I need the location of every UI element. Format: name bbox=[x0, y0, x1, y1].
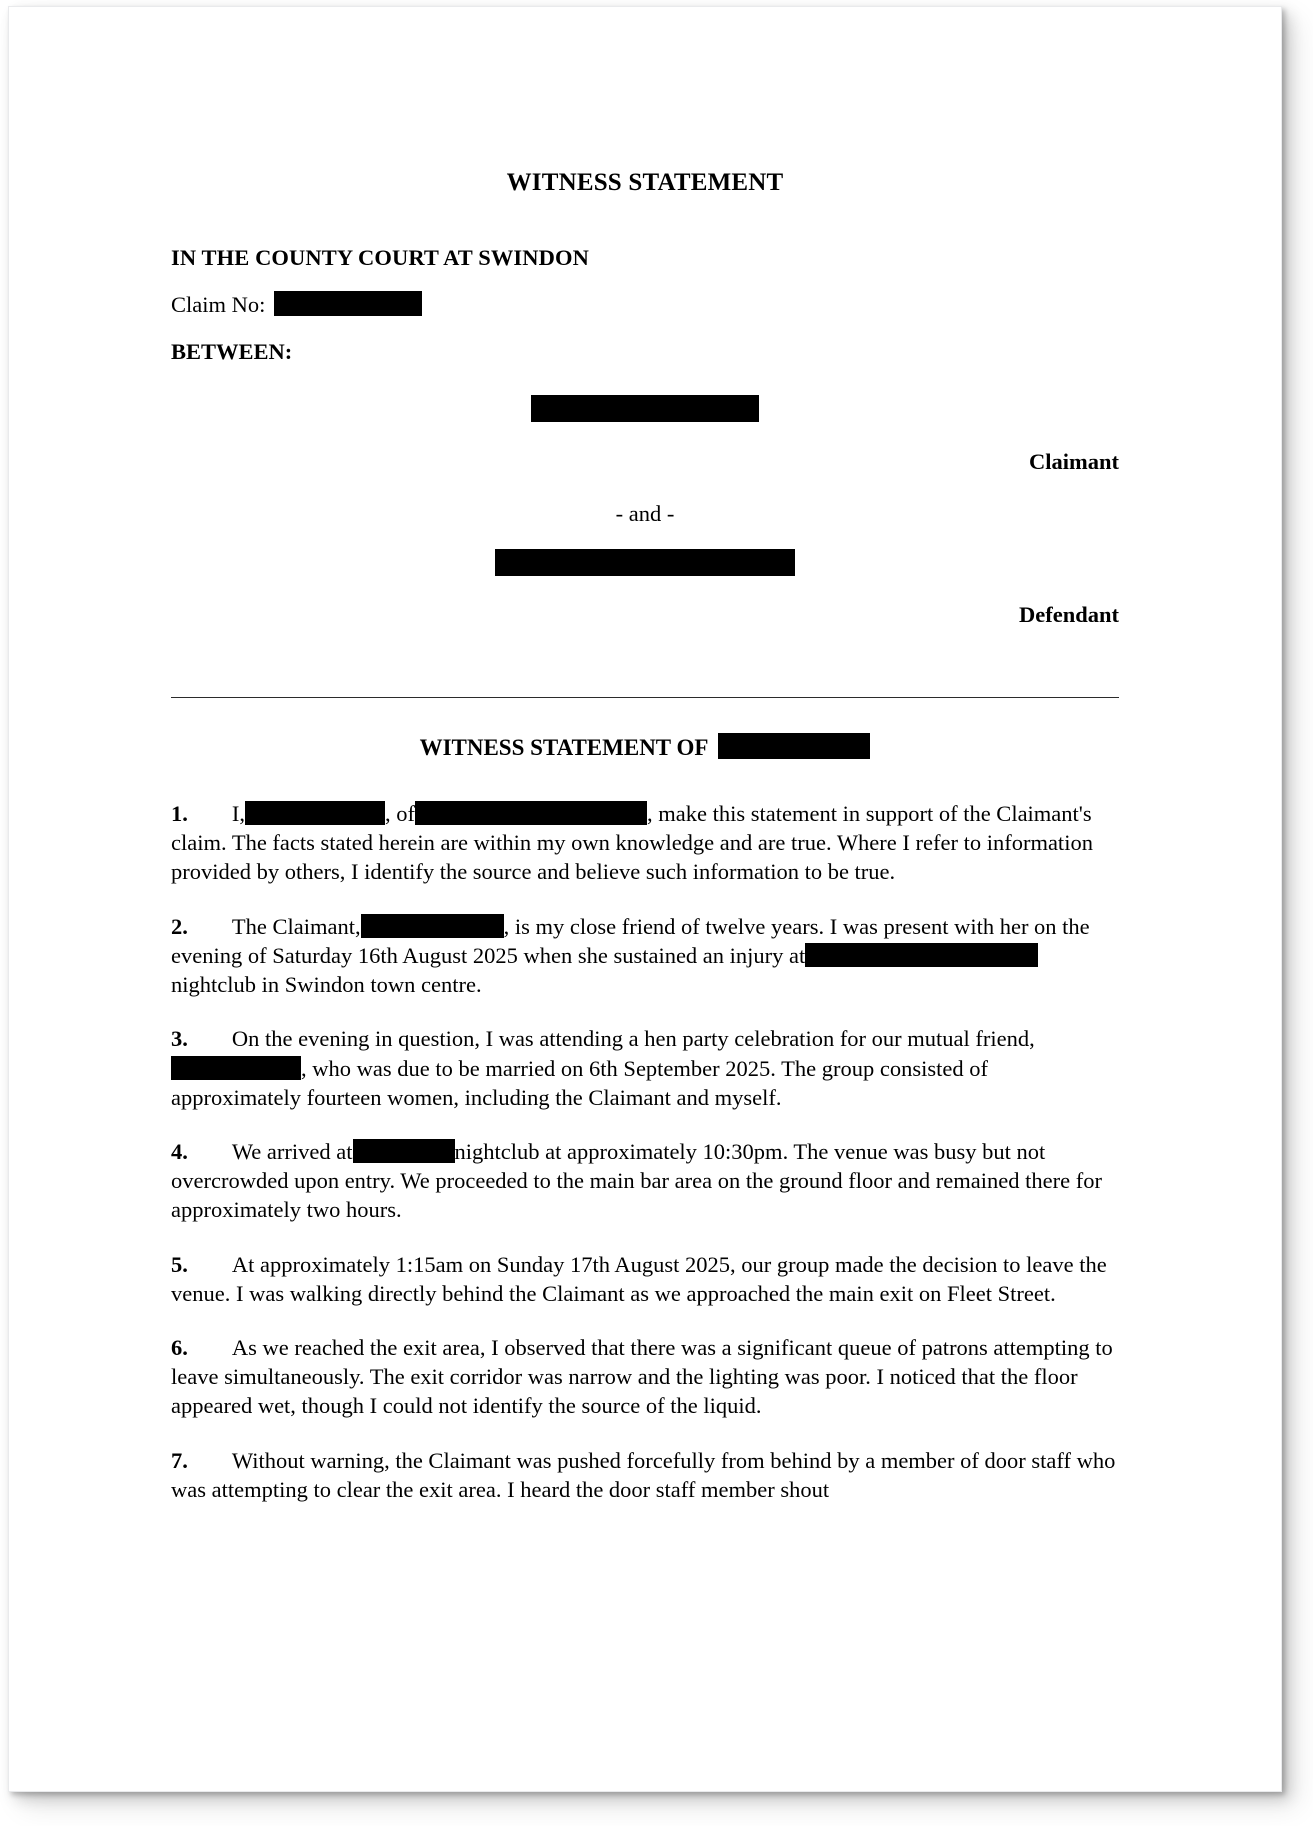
claimant-role-label: Claimant bbox=[1029, 449, 1119, 475]
court-heading: IN THE COUNTY COURT AT SWINDON bbox=[171, 245, 589, 270]
paragraph-4-text-a: We arrived at bbox=[231, 1138, 353, 1164]
claimant-name-redaction bbox=[531, 395, 759, 422]
statement-body bbox=[171, 761, 1119, 1504]
page-title: WITNESS STATEMENT bbox=[506, 169, 784, 196]
witness-name-redaction-heading bbox=[718, 733, 870, 759]
statement-of-heading bbox=[171, 698, 1119, 761]
witness-name-redaction bbox=[245, 801, 385, 825]
paragraph-3-text-b: , who was due to be married on 6th September 2025. The group consisted of approximately fourteen women, including the Claimant and myself. bbox=[171, 1055, 988, 1110]
paragraph-6-text: As we reached the exit area, I observed that there was a significant queue of patrons attempting to leave simultaneously. The exit corridor was narrow and the lighting was poor. I noticed that the floor appeared wet, though I could not identify the source of the liquid. bbox=[171, 1334, 1113, 1419]
parties-block bbox=[171, 365, 1119, 628]
paragraph-7-text: Without warning, the Claimant was pushed forcefully from behind by a member of door staff who was attempting to clear the exit area. I heard the door staff member shout bbox=[171, 1447, 1116, 1502]
between-label: BETWEEN: bbox=[171, 338, 293, 364]
paragraph-5 bbox=[171, 1250, 1119, 1308]
paragraph-3 bbox=[171, 1024, 1119, 1112]
paragraph-1 bbox=[171, 799, 1119, 887]
paragraph-2-text-b: , is my close friend of twelve years. I was present with her on the evening of Saturday 16th August 2025 when she sustained an injury at bbox=[171, 913, 1090, 968]
paragraph-3-text-a: On the evening in question, I was attending a hen party celebration for our mutual friend, bbox=[231, 1026, 1035, 1052]
witness-address-redaction bbox=[415, 801, 647, 825]
paragraph-6-number: 6. bbox=[171, 1334, 188, 1360]
paragraph-2-text-c: nightclub in Swindon town centre. bbox=[171, 972, 482, 998]
paragraph-4 bbox=[171, 1137, 1119, 1225]
paragraph-2 bbox=[171, 912, 1119, 1000]
claimant-name-row bbox=[171, 395, 1119, 424]
paragraph-7 bbox=[171, 1446, 1119, 1504]
paragraph-5-text: At approximately 1:15am on Sunday 17th August 2025, our group made the decision to leave the venue. I was walking directly behind the Claimant as we approached the main exit on Fleet Street. bbox=[171, 1251, 1107, 1306]
venue-name-redaction-c bbox=[353, 1139, 455, 1163]
defendant-role-label: Defendant bbox=[1019, 602, 1119, 628]
statement-of-label: WITNESS STATEMENT OF bbox=[419, 735, 709, 761]
paragraph-1-number: 1. bbox=[171, 801, 188, 827]
paragraph-4-number: 4. bbox=[171, 1138, 188, 1164]
paragraph-2-text-a: The Claimant, bbox=[231, 913, 361, 939]
claimant-name-redaction-inline bbox=[361, 914, 504, 938]
paragraph-7-number: 7. bbox=[171, 1447, 188, 1473]
document-page bbox=[8, 6, 1282, 1792]
paragraph-5-number: 5. bbox=[171, 1251, 188, 1277]
paragraph-6 bbox=[171, 1333, 1119, 1421]
venue-name-redaction-a bbox=[805, 943, 898, 967]
friend-name-redaction bbox=[171, 1056, 301, 1080]
claim-number-line bbox=[171, 271, 1119, 318]
claim-number-label: Claim No: bbox=[171, 291, 266, 317]
paragraph-3-number: 3. bbox=[171, 1026, 188, 1052]
and-separator: - and - bbox=[615, 501, 675, 527]
defendant-name-redaction bbox=[495, 549, 795, 576]
paragraph-1-text-a: I, bbox=[231, 801, 245, 827]
claim-number-redaction bbox=[274, 291, 422, 316]
paragraph-1-text-b: , of bbox=[385, 801, 415, 827]
page-content-area bbox=[9, 7, 1281, 1791]
paragraph-1-text-c: , make this statement in support of the Claimant's claim. The facts stated herein are within my own knowledge and are true. Where I refer to information provided by others, I identify the source and believe such information to be true. bbox=[171, 801, 1093, 885]
venue-name-redaction-b bbox=[898, 943, 1038, 967]
paragraph-4-text-b: nightclub at approximately 10:30pm. The venue was busy but not overcrowded upon entry. We proceeded to the main bar area on the ground floor and remained there for approximately two hours. bbox=[171, 1138, 1102, 1223]
paragraph-2-number: 2. bbox=[171, 913, 188, 939]
defendant-name-row bbox=[171, 527, 1119, 578]
